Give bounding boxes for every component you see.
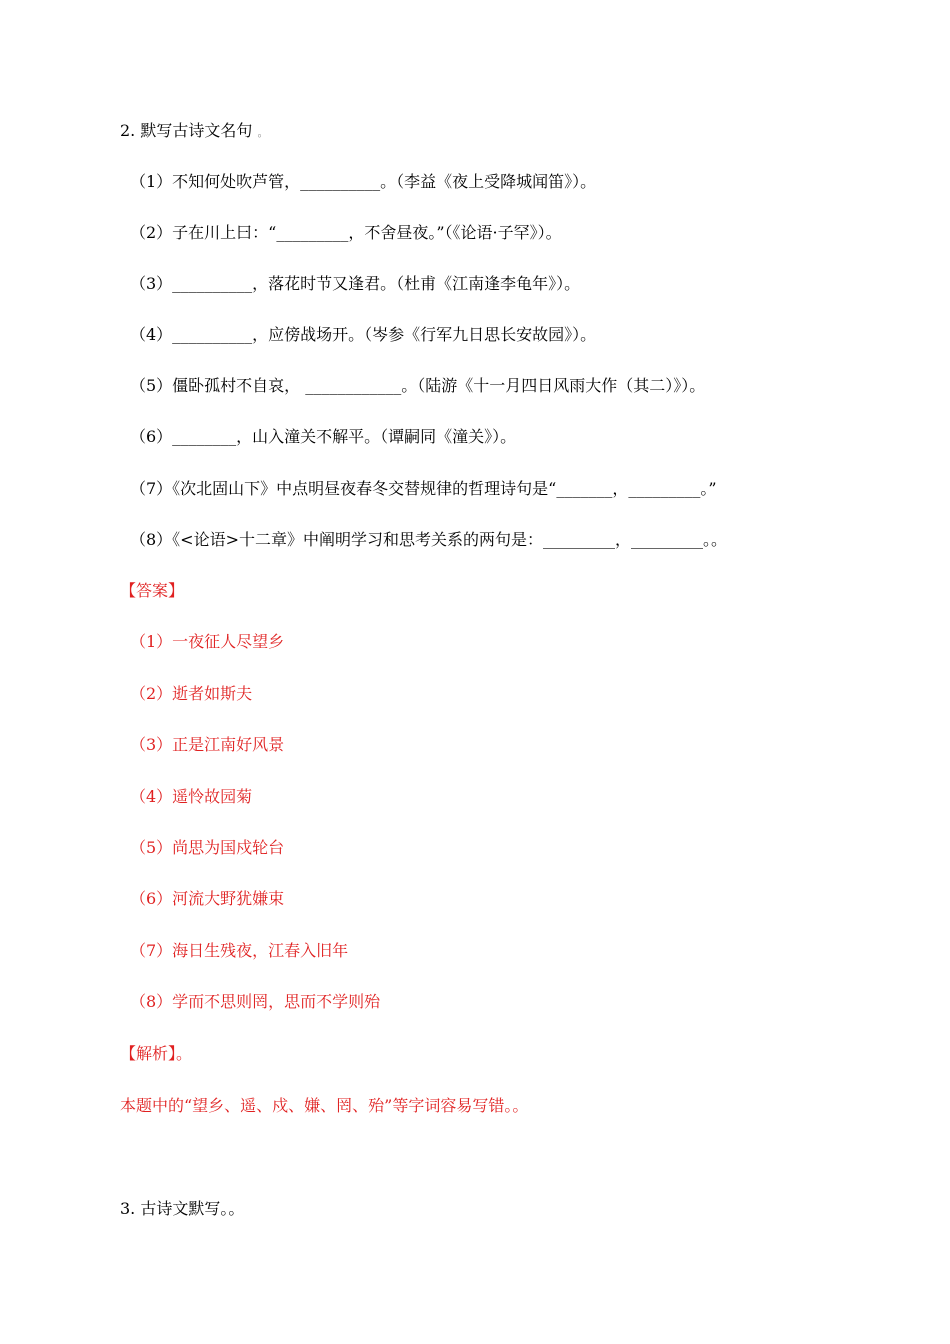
section-3-title: 3. 古诗文默写。。 (120, 1199, 245, 1218)
answer-1: （1）一夜征人尽望乡 (130, 632, 285, 651)
analysis-text: 本题中的“望乡、遥、戍、嫌、罔、殆”等字词容易写错。。 (120, 1096, 529, 1115)
analysis-heading (120, 1043, 192, 1065)
question-5: （5）僵卧孤村不自哀， ____________。（陆游《十一月四日风雨大作（其二）》）。 (130, 376, 706, 395)
question-7: （7）《次北固山下》中点明昼夜春冬交替规律的哲理诗句是“_______，_________。” (130, 479, 717, 498)
answer-4: （4）遥怜故园菊 (130, 787, 253, 806)
answer-3: （3）正是江南好风景 (130, 735, 285, 754)
question-1: （1）不知何处吹芦管，__________。（李益《夜上受降城闻笛》）。 (130, 172, 597, 191)
question-6: （6）________，山入潼关不解平。（谭嗣同《潼关》）。 (130, 427, 517, 446)
answer-5: （5）尚思为国戍轮台 (130, 838, 285, 857)
title-mark: 。 (257, 126, 269, 139)
section-2-title-text: 2. 默写古诗文名句 (120, 121, 253, 140)
answer-8: （8）学而不思则罔，思而不学则殆 (130, 992, 381, 1011)
answer-heading: 【答案】 (120, 581, 185, 600)
question-4: （4）__________，应傍战场开。（岑参《行军九日思长安故园》）。 (130, 325, 597, 344)
question-3: （3）__________，落花时节又逢君。（杜甫《江南逢李龟年》）。 (130, 274, 581, 293)
question-8: （8）《<论语>十二章》中阐明学习和思考关系的两句是：_________，_________。。 (130, 530, 727, 549)
answer-6: （6）河流大野犹嫌束 (130, 889, 285, 908)
answer-7: （7）海日生残夜，江春入旧年 (130, 941, 349, 960)
question-2: （2）子在川上曰：“_________，不舍昼夜。”（《论语·子罕》）。 (130, 223, 562, 242)
answer-2: （2）逝者如斯夫 (130, 684, 253, 703)
analysis-heading-text: 【解析】。 (120, 1044, 193, 1063)
section-2-title (120, 120, 268, 144)
